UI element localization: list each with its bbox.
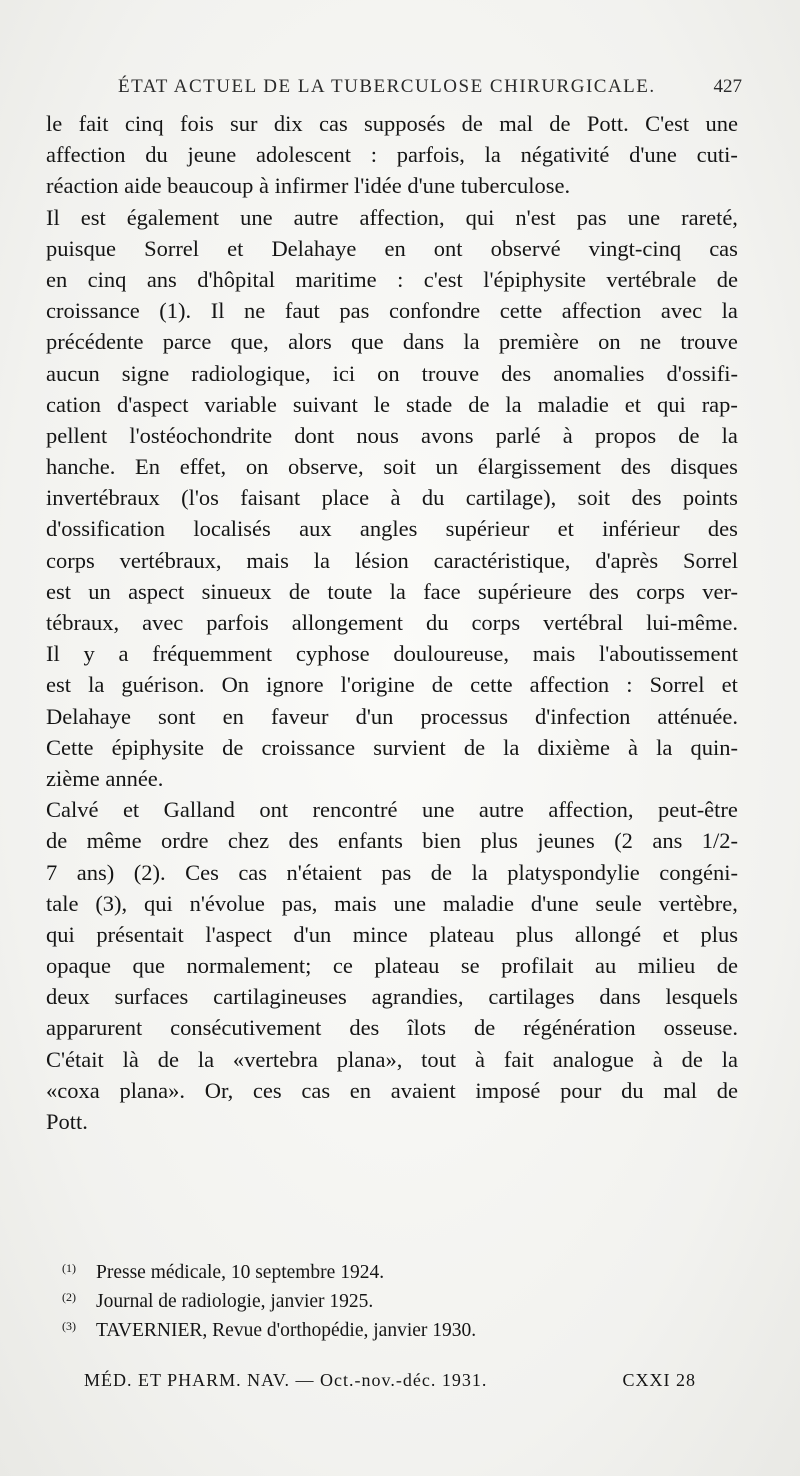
footnote xyxy=(62,1316,682,1345)
text-line: en cinq ans d'hôpital maritime : c'est l'épiphysite vertébrale de xyxy=(46,266,738,292)
footnote-text: TAVERNIER, Revue d'orthopédie, janvier 1930. xyxy=(96,1320,477,1341)
body-text xyxy=(46,108,738,1137)
text-line: hanche. En effet, on observe, soit un élargissement des disques xyxy=(46,454,738,480)
text-line: 7 ans) (2). Ces cas n'étaient pas de la platyspondylie congéni- xyxy=(46,859,738,885)
text-line: précédente parce que, alors que dans la première on ne trouve xyxy=(46,329,738,355)
text-line: d'ossification localisés aux angles supérieur et inférieur des xyxy=(46,516,738,542)
text-line: est un aspect sinueux de toute la face supérieure des corps ver- xyxy=(46,578,738,604)
text-line: pellent l'ostéochondrite dont nous avons parlé à propos de la xyxy=(46,422,738,448)
text-line: Il y a fréquemment cyphose douloureuse, mais l'aboutissement xyxy=(46,641,738,667)
text-line: cation d'aspect variable suivant le stade de la maladie et qui rap- xyxy=(46,391,738,417)
footnotes xyxy=(62,1258,682,1345)
text-line: Il est également une autre affection, qui n'est pas une rareté, xyxy=(46,204,738,230)
text-line: «coxa plana». Or, ces cas en avaient imposé pour du mal de xyxy=(46,1077,738,1103)
footer-journal: MÉD. ET PHARM. NAV. — Oct.-nov.-déc. 1931. xyxy=(84,1370,488,1390)
page-number: 427 xyxy=(713,76,742,97)
text-line: invertébraux (l'os faisant place à du cartilage), soit des points xyxy=(46,485,738,511)
text-line: croissance (1). Il ne faut pas confondre cette affection avec la xyxy=(46,298,738,324)
text-line: puisque Sorrel et Delahaye en ont observé vingt-cinq cas xyxy=(46,235,738,261)
text-line: tébraux, avec parfois allongement du corps vertébral lui-même. xyxy=(46,610,738,635)
text-line: Cette épiphysite de croissance survient de la dixième à la quin- xyxy=(46,734,738,760)
text-line: apparurent consécutivement des îlots de régénération osseuse. xyxy=(46,1015,738,1041)
text-line: de même ordre chez des enfants bien plus jeunes (2 ans 1/2- xyxy=(46,828,738,854)
text-line: tale (3), qui n'évolue pas, mais une maladie d'une seule vertèbre, xyxy=(46,890,738,916)
text-line: est la guérison. On ignore l'origine de cette affection : Sorrel et xyxy=(46,672,738,698)
footnote-text: Journal de radiologie, janvier 1925. xyxy=(96,1291,374,1312)
text-line: aucun signe radiologique, ici on trouve des anomalies d'ossifi- xyxy=(46,360,738,386)
text-line: zième année. xyxy=(46,765,164,791)
footnote-mark: (2) xyxy=(62,1290,76,1304)
text-line: Calvé et Galland ont rencontré une autre affection, peut-être xyxy=(46,797,738,823)
text-line: opaque que normalement; ce plateau se profilait au milieu de xyxy=(46,953,738,979)
text-line: qui présentait l'aspect d'un mince plateau plus allongé et plus xyxy=(46,921,738,947)
text-line: réaction aide beaucoup à infirmer l'idée d'une tuberculose. xyxy=(46,173,571,199)
footnote-mark: (1) xyxy=(62,1261,76,1275)
footnote xyxy=(62,1287,682,1316)
text-line: Delahaye sont en faveur d'un processus d'infection atténuée. xyxy=(46,703,738,729)
footer-signature: CXXI 28 xyxy=(622,1370,696,1390)
footnote xyxy=(62,1258,682,1287)
text-line: deux surfaces cartilagineuses agrandies, cartilages dans lesquels xyxy=(46,984,738,1010)
text-line: corps vertébraux, mais la lésion caractéristique, d'après Sorrel xyxy=(46,547,738,573)
text-line: Pott. xyxy=(46,1109,88,1134)
footnote-mark: (3) xyxy=(62,1319,76,1333)
text-line: affection du jeune adolescent : parfois, la négativité d'une cuti- xyxy=(46,142,738,168)
text-line: le fait cinq fois sur dix cas supposés de mal de Pott. C'est une xyxy=(46,111,738,136)
running-title: ÉTAT ACTUEL DE LA TUBERCULOSE CHIRURGICALE. xyxy=(118,76,656,97)
footnote-text: Presse médicale, 10 septembre 1924. xyxy=(96,1262,385,1283)
text-line: C'était là de la «vertebra plana», tout à fait analogue à de la xyxy=(46,1046,738,1072)
